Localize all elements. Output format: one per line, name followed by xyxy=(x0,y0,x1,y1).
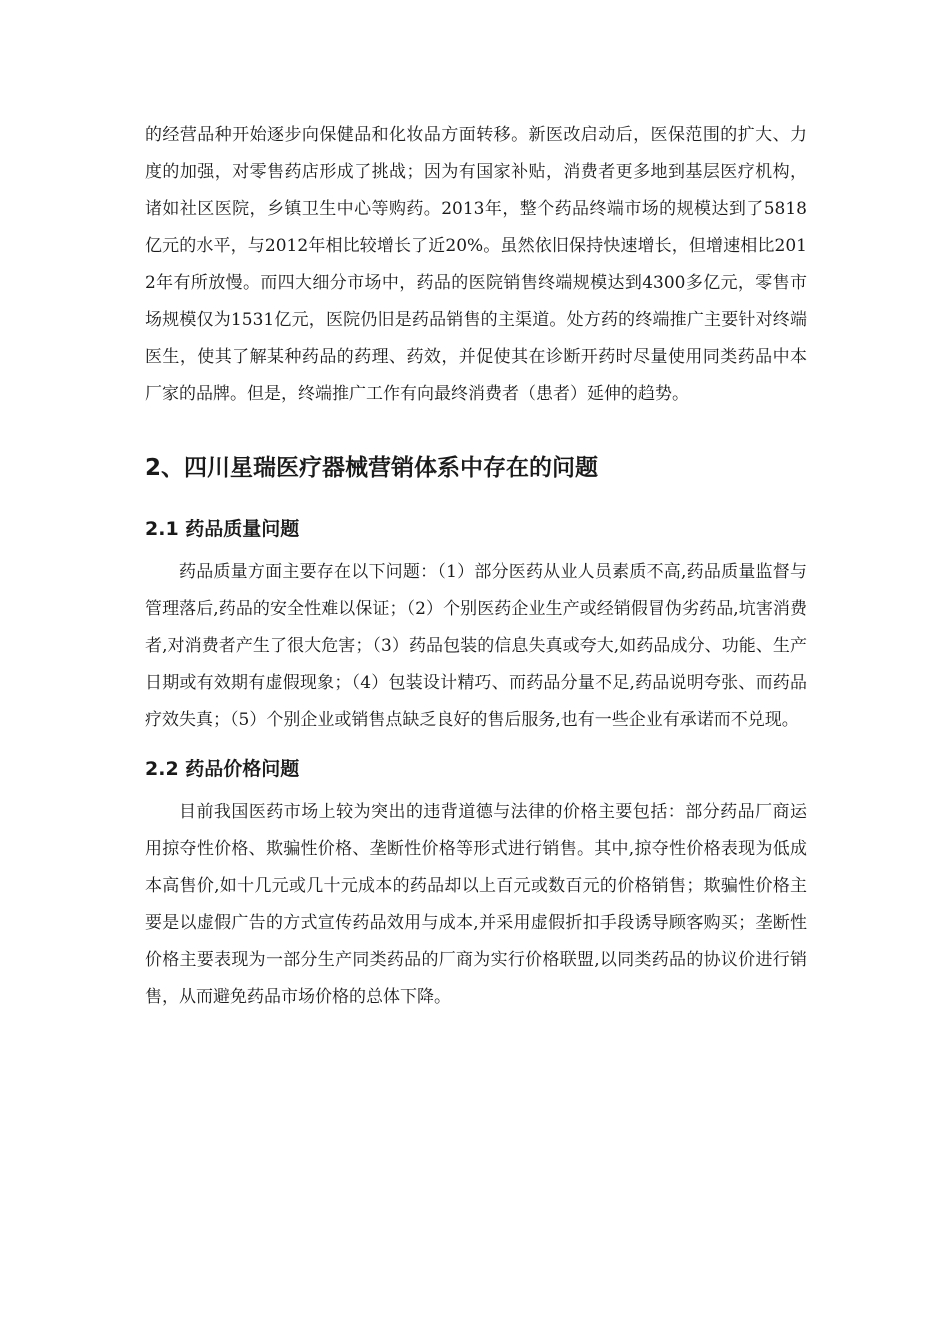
section-2-1-heading: 2.1 药品质量问题 xyxy=(145,518,300,540)
intro-paragraph: 的经营品种开始逐步向保健品和化妆品方面转移。新医改启动后，医保范围的扩大、力度的加强，对零售药店形成了挑战；因为有国家补贴，消费者更多地到基层医疗机构，诸如社区医院，乡镇卫生中心等购药。2013年，整个药品终端市场的规模达到了5818亿元的水平，与2012年相比较增长了近20%。虽然依旧保持快速增长，但增速相比2012年有所放慢。而四大细分市场中，药品的医院销售终端规模达到4300多亿元，零售市场规模仅为1531亿元，医院仍旧是药品销售的主渠道。处方药的终端推广主要针对终端医生，使其了解某种药品的药理、药效，并促使其在诊断开药时尽量使用同类药品中本厂家的品牌。但是，终端推广工作有向最终消费者（患者）延伸的趋势。 xyxy=(145,125,807,404)
section-2-2-paragraph: 目前我国医药市场上较为突出的违背道德与法律的价格主要包括：部分药品厂商运用掠夺性价格、欺骗性价格、垄断性价格等形式进行销售。其中,掠夺性价格表现为低成本高售价,如十几元或几十元成本的药品却以上百元或数百元的价格销售；欺骗性价格主要是以虚假广告的方式宣传药品效用与成本,并采用虚假折扣手段诱导顾客购买；垄断性价格主要表现为一部分生产同类药品的厂商为实行价格联盟,以同类药品的协议价进行销售，从而避免药品市场价格的总体下降。 xyxy=(145,802,807,1007)
section-2-1-paragraph: 药品质量方面主要存在以下问题：（1）部分医药从业人员素质不高,药品质量监督与管理落后,药品的安全性难以保证；（2）个别医药企业生产或经销假冒伪劣药品,坑害消费者,对消费者产生了很大危害；（3）药品包装的信息失真或夸大,如药品成分、功能、生产日期或有效期有虚假现象；（4）包装设计精巧、而药品分量不足,药品说明夸张、而药品疗效失真；（5）个别企业或销售点缺乏良好的售后服务,也有一些企业有承诺而不兑现。 xyxy=(145,562,807,730)
section-2-heading: 2、四川星瑞医疗器械营销体系中存在的问题 xyxy=(145,455,599,481)
section-2-2-heading: 2.2 药品价格问题 xyxy=(145,758,300,780)
document-page xyxy=(145,117,807,1016)
